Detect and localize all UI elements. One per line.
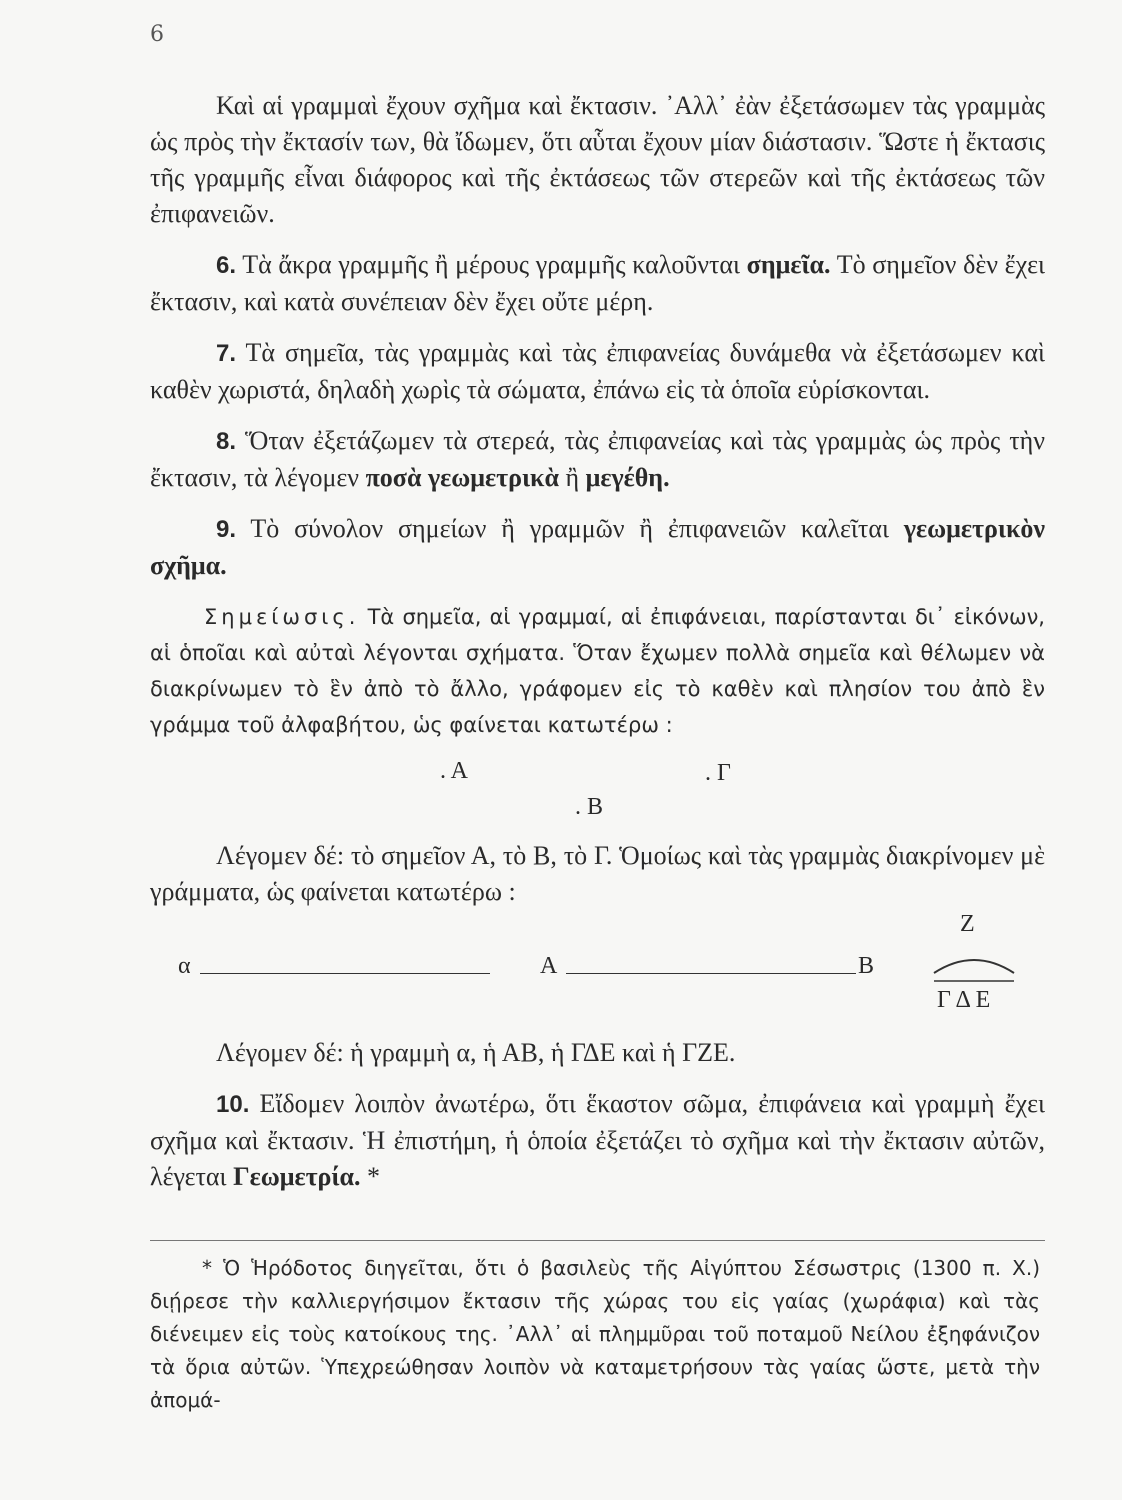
footnote-rule [150, 1240, 1045, 1241]
point-a: . Α [440, 758, 469, 784]
point-B-label: Β [858, 953, 875, 979]
term-geometrikon-schema: γεωμετρικὸν σχῆμα. [150, 514, 1046, 580]
paragraph-number: 6. [216, 252, 237, 279]
lines-figure [150, 911, 1045, 1025]
paragraph-6 [150, 247, 1045, 320]
gde-label: Γ Δ Ε [937, 987, 991, 1013]
say-lines: Λέγομεν δέ: ἡ γραμμὴ α, ἡ ΑΒ, ἡ ΓΔΕ καὶ ἡ ΓΖΕ. [216, 1038, 736, 1067]
term-posa-geometrika: ποσὰ γεωμετρικὰ [365, 463, 559, 492]
note-text: Τὰ σημεῖα, αἱ γραμμαί, αἱ ἐπιφάνειαι, παρίστανται δι᾿ εἰκόνων, αἱ ὁποῖαι καὶ αὐταὶ λέγονται σχήματα. Ὅταν ἔχωμεν πολλὰ σημεῖα καὶ θέλωμεν νὰ διακρίνωμεν τὸ ἓν ἀπὸ τὸ ἄλλο, γράφομεν εἰς τὸ καθὲν καὶ πλησίον του ἀπὸ ἓν γράμμα τοῦ ἀλφαβήτου, ὡς φαίνεται κατωτέρω : [150, 605, 1045, 737]
term-geometria: Γεωμετρία. [233, 1162, 361, 1191]
point-Z-label: Ζ [960, 911, 975, 937]
note-label: Σημείωσις. [204, 605, 360, 629]
term-megethe: μεγέθη. [585, 463, 670, 492]
page-number: 6 [150, 22, 164, 47]
intro-paragraph: Καὶ αἱ γραμμαὶ ἔχουν σχῆμα καὶ ἔκτασιν. ᾿Αλλ᾿ ἐὰν ἐξετάσωμεν τὰς γραμμὰς ὡς πρὸς τὴν ἔκτασίν των, θὰ ἴδωμεν, ὅτι αὗται ἔχουν μίαν διάστασιν. Ὥστε ἡ ἔκτασις τῆς γραμμῆς εἶναι διάφορος καὶ τῆς ἐκτάσεως τῶν στερεῶν καὶ τῆς ἐκτάσεως τῶν ἐπιφανειῶν. [150, 91, 1045, 228]
page-body [150, 88, 1045, 1210]
point-b: . Β [575, 794, 604, 820]
paragraph-number: 9. [216, 516, 237, 543]
point-A-label: Α [540, 953, 558, 979]
paragraph-text: Τὰ σημεῖα, τὰς γραμμὰς καὶ τὰς ἐπιφανείας δυνάμεθα νὰ ἐξετάσωμεν καὶ καθὲν χωριστά, δηλαδὴ χωρὶς τὰ σώματα, ἐπάνω εἰς τὰ ὁποῖα εὑρίσκονται. [150, 338, 1045, 404]
term-semeia: σημεῖα. [746, 250, 831, 279]
paragraph-text: ἢ [565, 463, 580, 492]
paragraph-9 [150, 511, 1045, 584]
footnote: * Ὁ Ἡρόδοτος διηγεῖται, ὅτι ὁ βασιλεὺς τῆς Αἰγύπτου Σέσωστρις (1300 π. Χ.) διῄρεσε τὴν καλλιεργήσιμον ἔκτασιν τῆς χώρας του εἰς γαίας (χωράφια) καὶ τὰς διένειμεν εἰς τοὺς κατοίκους της. ᾿Αλλ᾿ αἱ πλημμῦραι τοῦ ποταμοῦ Νείλου ἐξηφάνιζον τὰ ὅρια αὐτῶν. Ὑπεχρεώθησαν λοιπὸν νὰ καταμετρήσουν τὰς γαίας ὥστε, μετὰ τὴν ἀπομά- [150, 1256, 1040, 1412]
paragraph-number: 10. [216, 1091, 250, 1118]
point-g: . Γ [705, 760, 731, 786]
paragraph-number: 8. [216, 428, 237, 455]
paragraph-7 [150, 335, 1045, 408]
say-points: Λέγομεν δέ: τὸ σημεῖον Α, τὸ Β, τὸ Γ. Ὁμοίως καὶ τὰς γραμμὰς διακρίνομεν μὲ γράμματα, ὡς φαίνεται κατωτέρω : [150, 841, 1045, 906]
line-alpha-label: α [178, 953, 191, 979]
paragraph-text: Τὸ σημεῖον δὲν ἔχει ἔκτασιν, καὶ κατὰ συνέπειαν δὲν ἔχει οὔτε μέρη. [150, 250, 1046, 316]
paragraph-8 [150, 423, 1045, 496]
paragraph-text: Τὰ ἄκρα γραμμῆς ἢ μέρους γραμμῆς καλοῦνται [242, 250, 741, 279]
paragraph-text: Τὸ σύνολον σημείων ἢ γραμμῶν ἢ ἐπιφανειῶν καλεῖται [250, 514, 889, 543]
footnote-marker: * [367, 1162, 381, 1191]
points-figure [150, 758, 1045, 828]
arc-GZE [930, 941, 1020, 987]
paragraph-text: Ὅταν ἐξετάζωμεν τὰ στερεά, τὰς ἐπιφανείας καὶ τὰς γραμμὰς ὡς πρὸς τὴν ἔκτασιν, τὰ λέγομεν [150, 426, 1046, 492]
line-AB [566, 973, 856, 974]
paragraph-10 [150, 1086, 1045, 1195]
paragraph-number: 7. [216, 340, 237, 367]
paragraph-text: Εἴδομεν λοιπὸν ἀνωτέρω, ὅτι ἕκαστον σῶμα, ἐπιφάνεια καὶ γραμμὴ ἔχει σχῆμα καὶ ἔκτασιν. Ἡ ἐπιστήμη, ἡ ὁποία ἐξετάζει τὸ σχῆμα καὶ τὴν ἔκτασιν αὐτῶν, λέγεται [150, 1089, 1046, 1191]
line-alpha [200, 973, 490, 974]
note-paragraph [150, 599, 1045, 743]
